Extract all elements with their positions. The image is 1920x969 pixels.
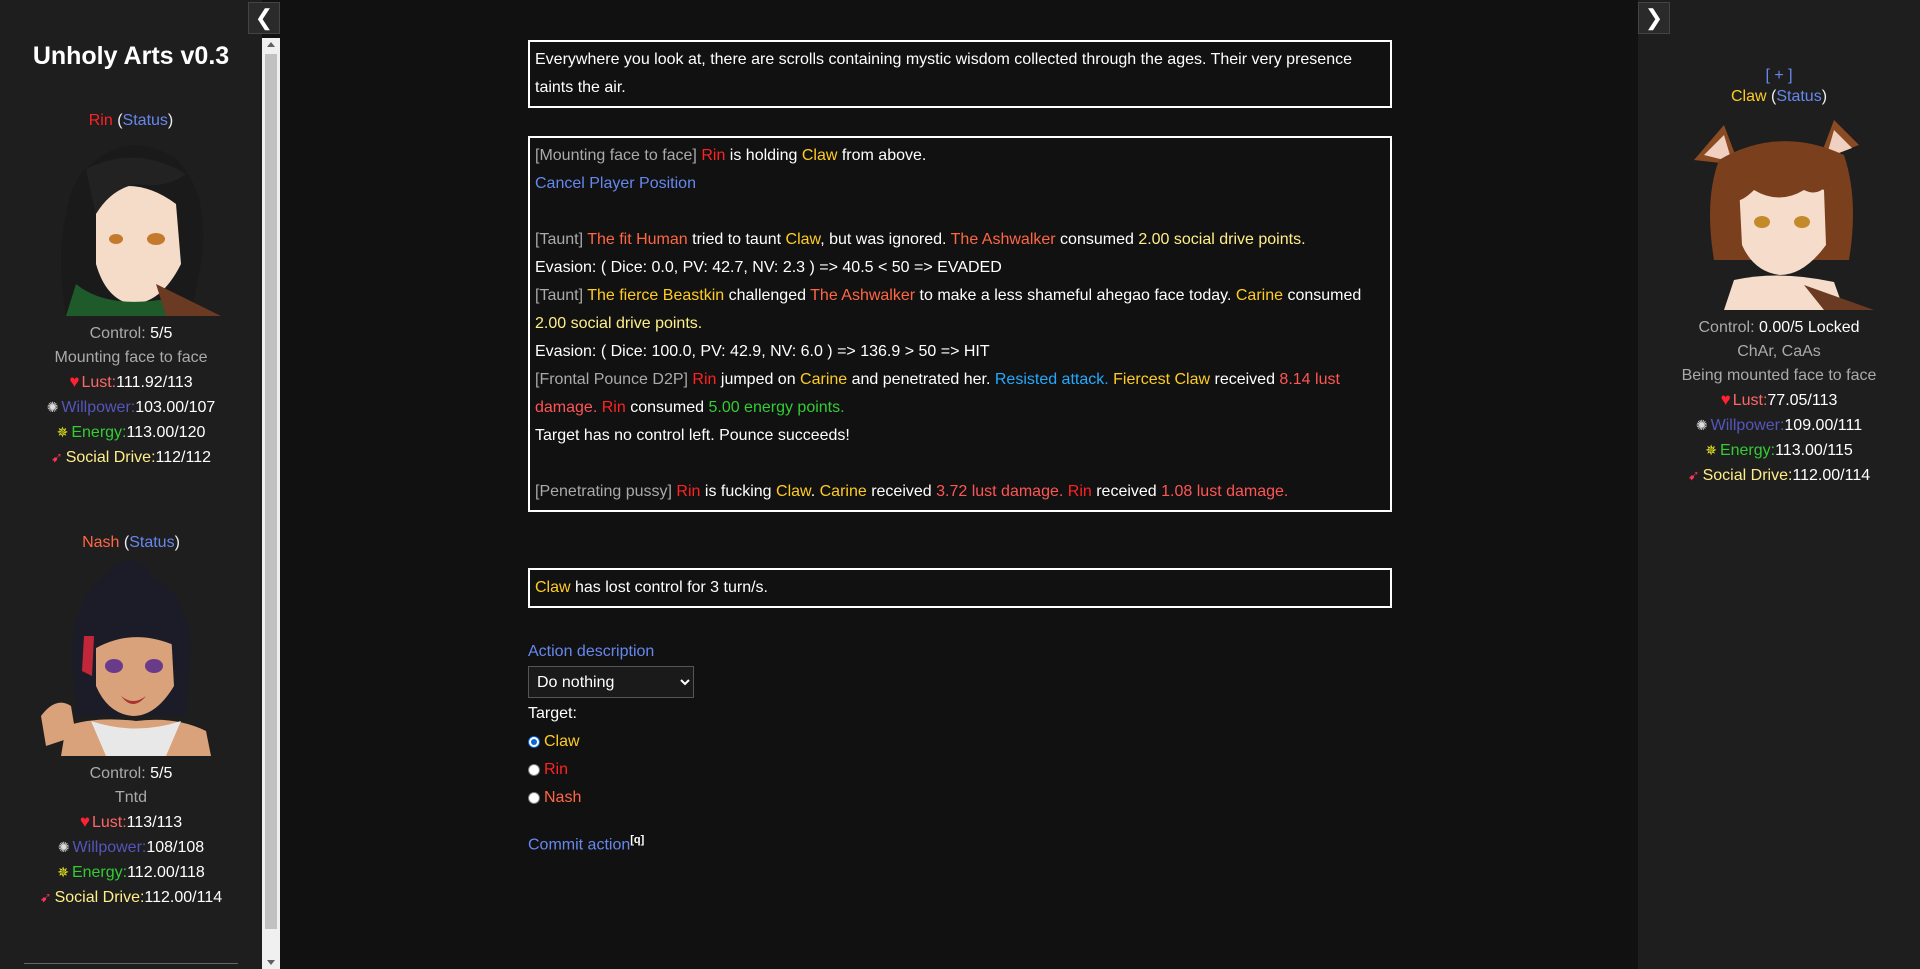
social-drive-value: 112.00/114 (1792, 467, 1871, 484)
left-sidebar (0, 0, 262, 969)
position-text: Being mounted face to face (1681, 367, 1877, 384)
energy-icon: ✵ (56, 424, 69, 440)
energy-label: Energy: (71, 864, 128, 881)
log-line: Evasion: ( Dice: 100.0, PV: 42.9, NV: 6.0 ) => 136.9 > 50 => HIT (535, 343, 990, 360)
log-line: [Penetrating pussy] Rin is fucking Claw. Carine received 3.72 lust damage. Rin received 1.08 lust damage. (535, 483, 1289, 500)
control-label: Control: (89, 765, 146, 782)
energy-label: Energy: (71, 424, 127, 441)
control-value: 0.00/5 Locked (1758, 319, 1860, 336)
lust-label: Lust: (1732, 392, 1768, 409)
target-label: Target: (528, 705, 577, 722)
social-drive-value: 112/112 (155, 449, 211, 466)
position-text: Mounting face to face (54, 349, 208, 366)
lust-value: 113/113 (126, 814, 183, 831)
rin-portrait (36, 134, 226, 316)
lust-label: Lust: (81, 374, 117, 391)
scene-description: Everywhere you look at, there are scrolls containing mystic wisdom collected through the ages. Their very presence taints the air. (528, 40, 1392, 108)
social-drive-label: Social Drive: (1702, 467, 1793, 484)
social-drive-label: Social Drive: (54, 889, 145, 906)
target-option-claw[interactable]: Claw (528, 728, 694, 756)
collapse-right-sidebar-button[interactable] (1638, 2, 1670, 34)
radio-button[interactable] (528, 792, 540, 804)
willpower-label: Willpower: (1710, 417, 1785, 434)
enemy-claw: [ + ] Claw (Status) Control: 0.00/5 Locked ChAr, CaAs Being mounted face to face ♥ Lust:77.05/113 ✺ Willpower:109.00/111 ✵ Energy:113.00/115 ➹ Social Drive:112.00/114 (1638, 64, 1920, 488)
party-member-nash: Nash (Status) Control: 5/5 Tntd ♥ Lust:113/113 ✺ Willpower:108/108 ✵ Energy:112.00/118 ➹ Social Drive:112.00/114 (0, 534, 262, 910)
position-text: Tntd (114, 789, 147, 806)
energy-value: 113.00/115 (1775, 442, 1853, 459)
character-name[interactable]: Claw (1730, 88, 1767, 105)
willpower-value: 109.00/111 (1784, 417, 1863, 434)
control-value: 5/5 (150, 765, 173, 782)
action-select[interactable] (528, 666, 694, 698)
status-link[interactable]: Status (1776, 88, 1822, 105)
character-name[interactable]: Rin (88, 112, 113, 129)
claw-portrait (1684, 110, 1874, 310)
divider (24, 963, 238, 964)
log-line: [Taunt] The fierce Beastkin challenged The Ashwalker to make a less shameful ahegao face today. Carine consumed 2.00 social drive points. (535, 287, 1362, 332)
willpower-value: 108/108 (146, 839, 205, 856)
heart-icon: ♥ (1720, 390, 1731, 409)
lust-value: 77.05/113 (1767, 392, 1838, 409)
willpower-icon: ✺ (57, 839, 70, 855)
chevron-right-icon: ❯ (1644, 5, 1664, 30)
collapse-left-sidebar-button[interactable] (248, 2, 280, 34)
hotkey-hint: [q] (630, 834, 645, 846)
character-name[interactable]: Nash (82, 534, 120, 551)
social-drive-icon: ➹ (1687, 467, 1700, 483)
log-line: Evasion: ( Dice: 0.0, PV: 42.7, NV: 2.3 ) => 40.5 < 50 => EVADED (535, 259, 1002, 276)
right-sidebar (1638, 0, 1920, 969)
radio-button[interactable] (528, 764, 540, 776)
expand-button[interactable]: [ + ] (1765, 67, 1793, 84)
action-description-link[interactable]: Action description (528, 643, 655, 660)
chevron-left-icon: ❮ (254, 5, 274, 30)
control-status-message: Claw has lost control for 3 turn/s. (528, 568, 1392, 608)
scrollbar-thumb[interactable] (265, 54, 277, 929)
control-value: 5/5 (150, 325, 173, 342)
left-sidebar-scrollbar[interactable] (262, 38, 280, 969)
game-title: Unholy Arts v0.3 (32, 42, 230, 70)
combat-log (528, 136, 1392, 512)
social-drive-icon: ➹ (39, 889, 52, 905)
social-drive-label: Social Drive: (65, 449, 156, 466)
lust-value: 111.92/113 (116, 374, 193, 391)
log-line: [Mounting face to face] Rin is holding Claw from above. (535, 147, 927, 164)
heart-icon: ♥ (79, 812, 90, 831)
tags-text: ChAr, CaAs (1737, 343, 1821, 360)
lust-label: Lust: (91, 814, 127, 831)
status-link[interactable]: Status (129, 534, 175, 551)
nash-portrait (36, 556, 226, 756)
willpower-value: 103.00/107 (135, 399, 216, 416)
control-label: Control: (89, 325, 146, 342)
radio-button[interactable] (528, 736, 540, 748)
energy-icon: ✵ (57, 864, 69, 880)
social-drive-icon: ➹ (50, 449, 63, 465)
action-panel (528, 638, 694, 854)
target-option-rin[interactable]: Rin (528, 756, 694, 784)
heart-icon: ♥ (69, 372, 80, 391)
commit-action-button[interactable]: Commit action[q] (528, 834, 645, 854)
scroll-down-icon[interactable] (267, 960, 275, 965)
log-line: [Frontal Pounce D2P] Rin jumped on Carine and penetrated her. Resisted attack. Fiercest Claw received 8.14 lust damage. Rin consumed 5.00 energy points. (535, 371, 1340, 416)
scroll-up-icon[interactable] (267, 42, 275, 47)
willpower-label: Willpower: (61, 399, 136, 416)
energy-value: 113.00/120 (126, 424, 206, 441)
social-drive-value: 112.00/114 (144, 889, 223, 906)
control-label: Control: (1698, 319, 1755, 336)
energy-icon: ✵ (1705, 442, 1717, 458)
energy-label: Energy: (1719, 442, 1776, 459)
willpower-icon: ✺ (1695, 417, 1708, 433)
energy-value: 112.00/118 (127, 864, 205, 881)
willpower-icon: ✺ (46, 399, 59, 415)
cancel-position-link[interactable]: Cancel Player Position (535, 175, 696, 192)
character-name: Claw (535, 579, 571, 596)
status-link[interactable]: Status (122, 112, 168, 129)
log-line: [Taunt] The fit Human tried to taunt Claw, but was ignored. The Ashwalker consumed 2.00 social drive points. (535, 231, 1306, 248)
party-member-rin: Rin (Status) Control: 5/5 Mounting face to face ♥ Lust:111.92/113 ✺ Willpower:103.00/107 ✵ Energy:113.00/120 ➹ Social Drive:112/112 (0, 112, 262, 470)
willpower-label: Willpower: (72, 839, 147, 856)
log-line: Target has no control left. Pounce succeeds! (535, 427, 850, 444)
target-option-nash[interactable]: Nash (528, 784, 694, 812)
